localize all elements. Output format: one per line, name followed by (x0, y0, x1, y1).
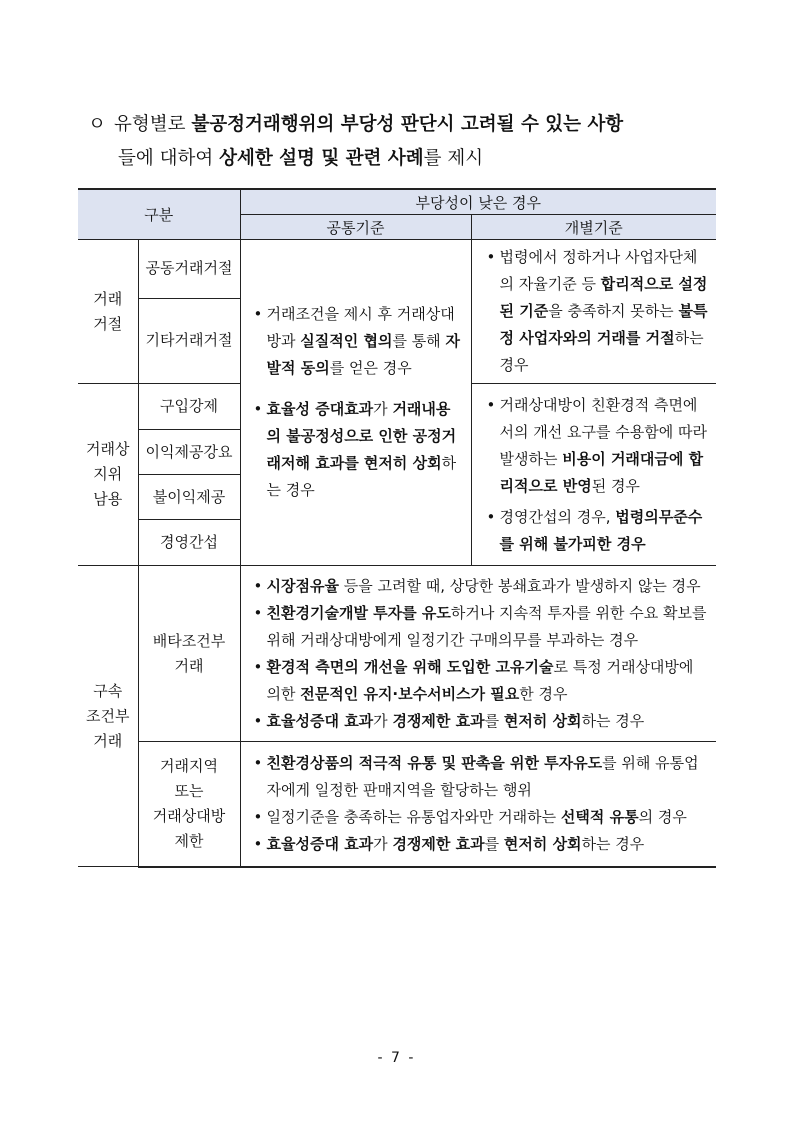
refusal-individual-cell (471, 240, 716, 384)
bullet-text: 가 (373, 400, 393, 418)
bullet-emphasis: 법령의무준수를 위해 불가피한 경우 (499, 507, 703, 553)
intro-emphasis: 불공정거래행위의 부당성 판단시 고려될 수 있는 사항 (191, 114, 624, 135)
bullet-text: 를 통해 (392, 332, 446, 350)
bullet-text: 하는 경우 (581, 834, 645, 853)
group-restraint: 구속 조건부 거래 (78, 566, 138, 867)
header-category: 구분 (78, 189, 240, 240)
bullet-emphasis: 전문적인 유지·보수서비스가 필요 (300, 684, 520, 703)
bullet-text: 거래조건을 제시 후 거래상대방과 (266, 305, 455, 350)
intro-paragraph (88, 108, 728, 176)
bullet-emphasis: 현저히 상회 (503, 834, 582, 853)
bullet-text: 가 (373, 834, 393, 853)
bullet-item (249, 831, 711, 858)
intro-emphasis: 상세한 설명 및 관련 사례 (219, 148, 424, 169)
bullet-text: 하는 경우 (499, 329, 704, 374)
bullet-item (249, 708, 711, 735)
intro-text: 유형별로 (114, 114, 192, 135)
bullet-text: 로 특정 거래상대방에 의한 (266, 657, 694, 703)
unfairness-criteria-table (78, 188, 716, 868)
bullet-emphasis: 불특정 사업자와의 거래를 거절 (499, 302, 708, 347)
bullet-text: 을 충족하지 못하는 (548, 302, 679, 320)
bullet-text: 하는 경우 (266, 454, 457, 499)
row-territory-restriction: 거래지역 또는 거래상대방 제한 (138, 742, 240, 867)
bullet-text: 를 (484, 711, 504, 730)
bullet-emphasis: 효율성증대 효과 (266, 834, 374, 853)
bullet-emphasis: 선택적 유통 (560, 807, 639, 826)
bullet-text: 한 경우 (519, 684, 568, 703)
exclusive-dealing-cell (240, 566, 716, 742)
bullet-text: 된 경우 (591, 476, 640, 495)
territory-restriction-cell (240, 742, 716, 867)
group-abuse: 거래상 지위 남용 (78, 384, 138, 566)
bullet-item (249, 750, 711, 804)
row-exclusive-dealing: 배타조건부 거래 (138, 566, 240, 742)
row-benefit-coercion: 이익제공강요 (138, 430, 240, 475)
bullet-item (249, 804, 711, 831)
intro-text: 들에 대하여 (118, 148, 220, 169)
row-management-interference: 경영간섭 (138, 520, 240, 566)
bullet-emphasis: 현저히 상회 (503, 711, 582, 730)
bullet-text: 의 경우 (638, 807, 687, 826)
intro-text: 를 제시 (423, 148, 484, 169)
bullet-text: 하는 경우 (581, 711, 645, 730)
bullet-text: 법령에서 정하거나 사업자단체의 자율기준 등 (499, 248, 698, 293)
bullet-item (482, 504, 711, 558)
page-number: - 7 - (377, 1050, 416, 1066)
row-forced-purchase: 구입강제 (138, 384, 240, 430)
header-common: 공통기준 (240, 215, 471, 240)
bullet-emphasis: 친환경기술개발 투자를 유도 (266, 603, 451, 622)
bullet-emphasis: 효율성 증대효과 (266, 400, 374, 418)
intro-line-2 (88, 142, 728, 176)
intro-line-1 (88, 108, 728, 142)
bullet-emphasis: 환경적 측면의 개선을 위해 도입한 고유기술 (266, 657, 554, 676)
bullet-emphasis: 비용이 거래대금에 합리적으로 반영 (499, 449, 704, 495)
bullet-emphasis: 효율성증대 효과 (266, 711, 374, 730)
header-individual: 개별기준 (471, 215, 716, 240)
bullet-item (249, 573, 711, 600)
bullet-text: 를 위해 유통업자에게 일정한 판매지역을 할당하는 행위 (266, 753, 699, 799)
row-other-refusal: 기타거래거절 (138, 298, 240, 383)
bullet-item (249, 654, 711, 708)
common-criteria-cell (240, 240, 471, 566)
bullet-emphasis: 시장점유율 (266, 576, 339, 595)
bullet-emphasis: 거래내용의 불공정성으로 인한 공정거래저해 효과를 현저히 상회 (266, 400, 457, 472)
bullet-text: 를 얻은 경우 (329, 359, 412, 377)
bullet-text: 하거나 지속적 투자를 위한 수요 확보를 위해 거래상대방에게 일정기간 구매의무를 부과하는 경우 (266, 603, 707, 649)
bullet-text: 가 (373, 711, 393, 730)
bullet-emphasis: 친환경상품의 적극적 유통 및 판촉을 위한 투자유도 (266, 753, 603, 772)
bullet-emphasis: 실질적인 협의 (300, 332, 393, 350)
bullet-text: 일정기준을 충족하는 유통업자와만 거래하는 (266, 807, 561, 826)
row-joint-refusal: 공동거래거절 (138, 240, 240, 299)
bullet-emphasis: 합리적으로 설정된 기준 (499, 275, 708, 320)
group-refusal: 거래 거절 (78, 240, 138, 384)
abuse-individual-cell (471, 384, 716, 566)
circle-bullet-icon: ㅇ (88, 114, 106, 135)
bullet-emphasis: 경쟁제한 효과 (392, 834, 485, 853)
bullet-item (249, 396, 465, 504)
bullet-item (482, 244, 711, 379)
bullet-text: 거래상대방이 친환경적 측면에서의 개선 요구를 수용함에 따라 발생하는 (499, 395, 707, 468)
row-disadvantage: 불이익제공 (138, 475, 240, 520)
bullet-text: 를 (484, 834, 504, 853)
header-low-unfairness: 부당성이 낮은 경우 (240, 189, 716, 215)
bullet-emphasis: 자발적 동의 (266, 332, 460, 377)
bullet-item (249, 600, 711, 654)
bullet-text: 경영간섭의 경우, (499, 507, 616, 526)
bullet-item (482, 392, 711, 500)
bullet-text: 등을 고려할 때, 상당한 봉쇄효과가 발생하지 않는 경우 (338, 576, 701, 595)
bullet-item (249, 301, 465, 382)
bullet-emphasis: 경쟁제한 효과 (392, 711, 485, 730)
